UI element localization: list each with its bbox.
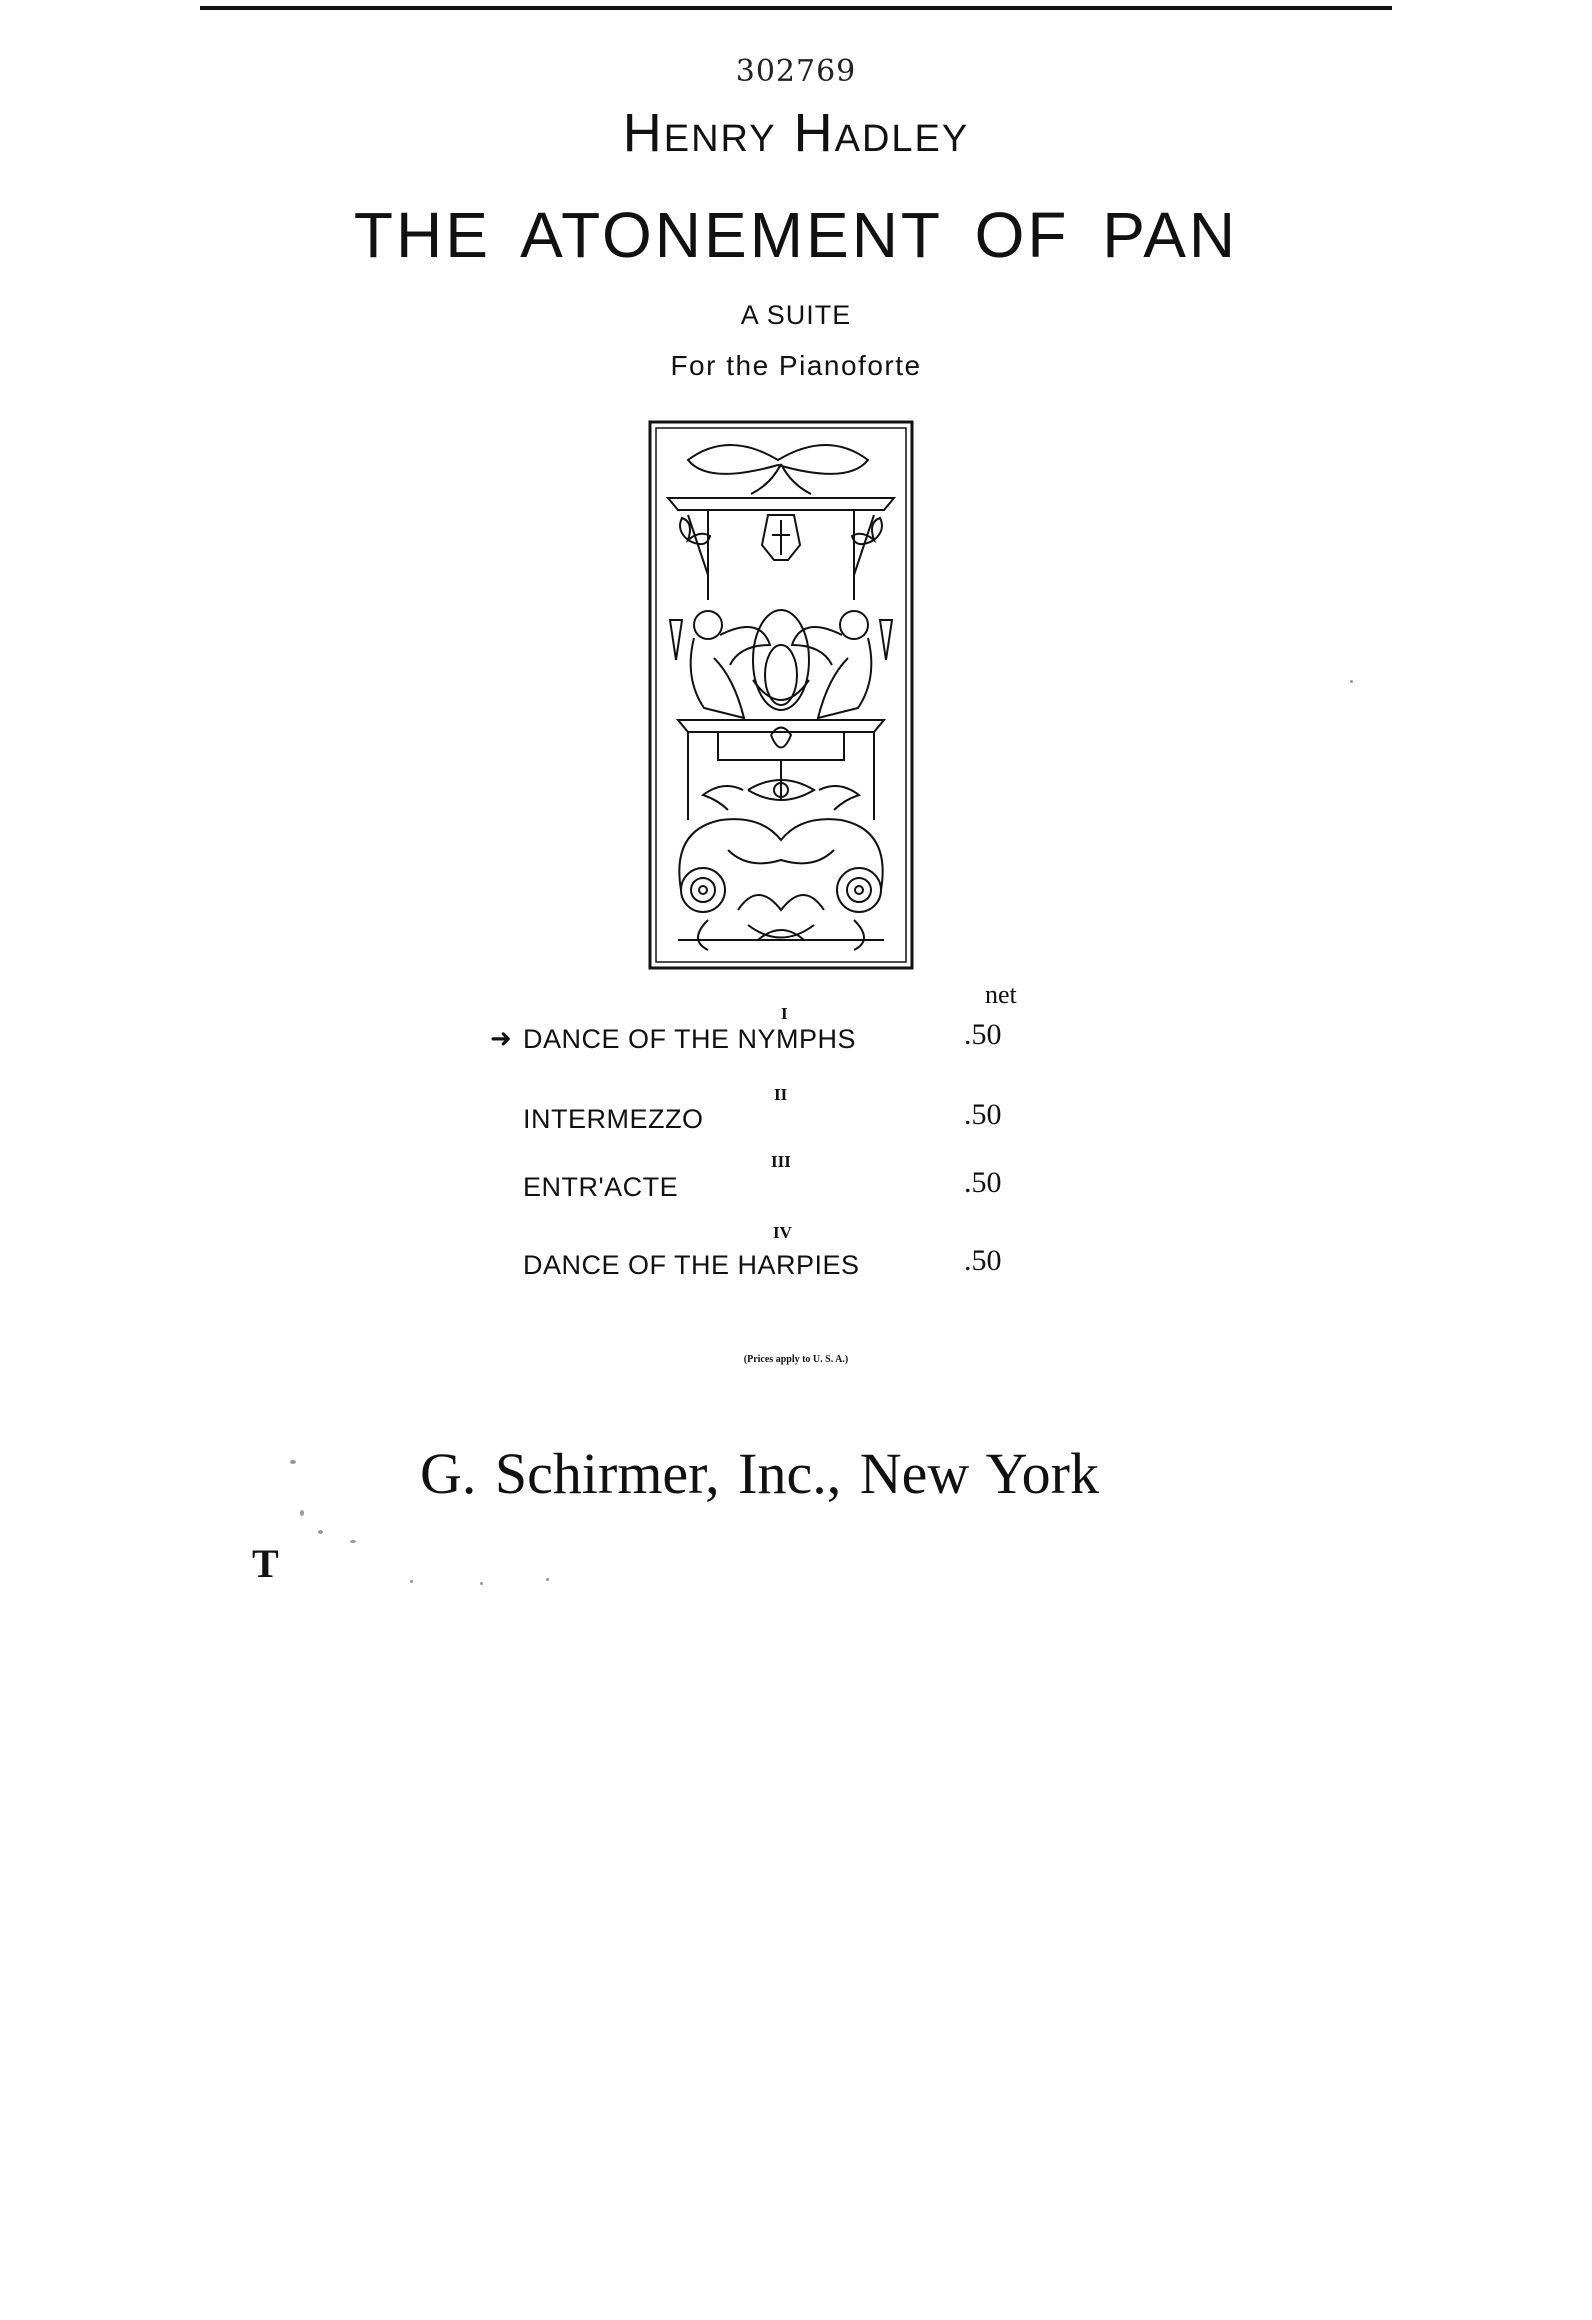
scan-speck — [480, 1582, 483, 1585]
movement-price: .50 — [964, 1166, 1002, 1199]
price-column-header: net — [985, 980, 1017, 1009]
movement-title: DANCE OF THE NYMPHS — [523, 1024, 857, 1054]
movement-price: .50 — [964, 1018, 1002, 1051]
prices-note: (Prices apply to U. S. A.) — [743, 1354, 849, 1365]
movement-numeral: IV — [773, 1223, 792, 1242]
movement-title: INTERMEZZO — [523, 1104, 704, 1134]
arrow-marker-icon: ➜ — [490, 1023, 512, 1053]
movement-title: DANCE OF THE HARPIES — [523, 1250, 860, 1280]
ornament-panel — [648, 420, 914, 970]
scan-speck — [1350, 680, 1353, 683]
publisher-imprint: G. Schirmer, Inc., New York — [420, 1441, 1099, 1506]
work-subtitle: A SUITE — [740, 300, 852, 330]
top-rule — [200, 6, 1392, 10]
movement-numeral: I — [781, 1004, 788, 1023]
movement-price: .50 — [964, 1244, 1002, 1277]
scan-speck — [410, 1580, 413, 1583]
scan-speck — [318, 1530, 323, 1534]
movement-title: ENTR'ACTE — [523, 1172, 679, 1202]
scan-speck — [300, 1510, 304, 1516]
work-title: THE ATONEMENT OF PAN — [353, 199, 1239, 271]
movement-numeral: III — [771, 1152, 791, 1171]
scan-speck — [546, 1578, 549, 1581]
composer-name: Henry Hadley — [622, 103, 970, 163]
library-mark: T — [252, 1541, 279, 1586]
scan-speck — [350, 1540, 356, 1543]
movement-price: .50 — [964, 1098, 1002, 1131]
movement-numeral: II — [774, 1085, 788, 1104]
catalog-stamp: 302769 — [735, 54, 857, 89]
instrumentation: For the Pianoforte — [670, 350, 922, 381]
scan-speck — [290, 1460, 296, 1464]
